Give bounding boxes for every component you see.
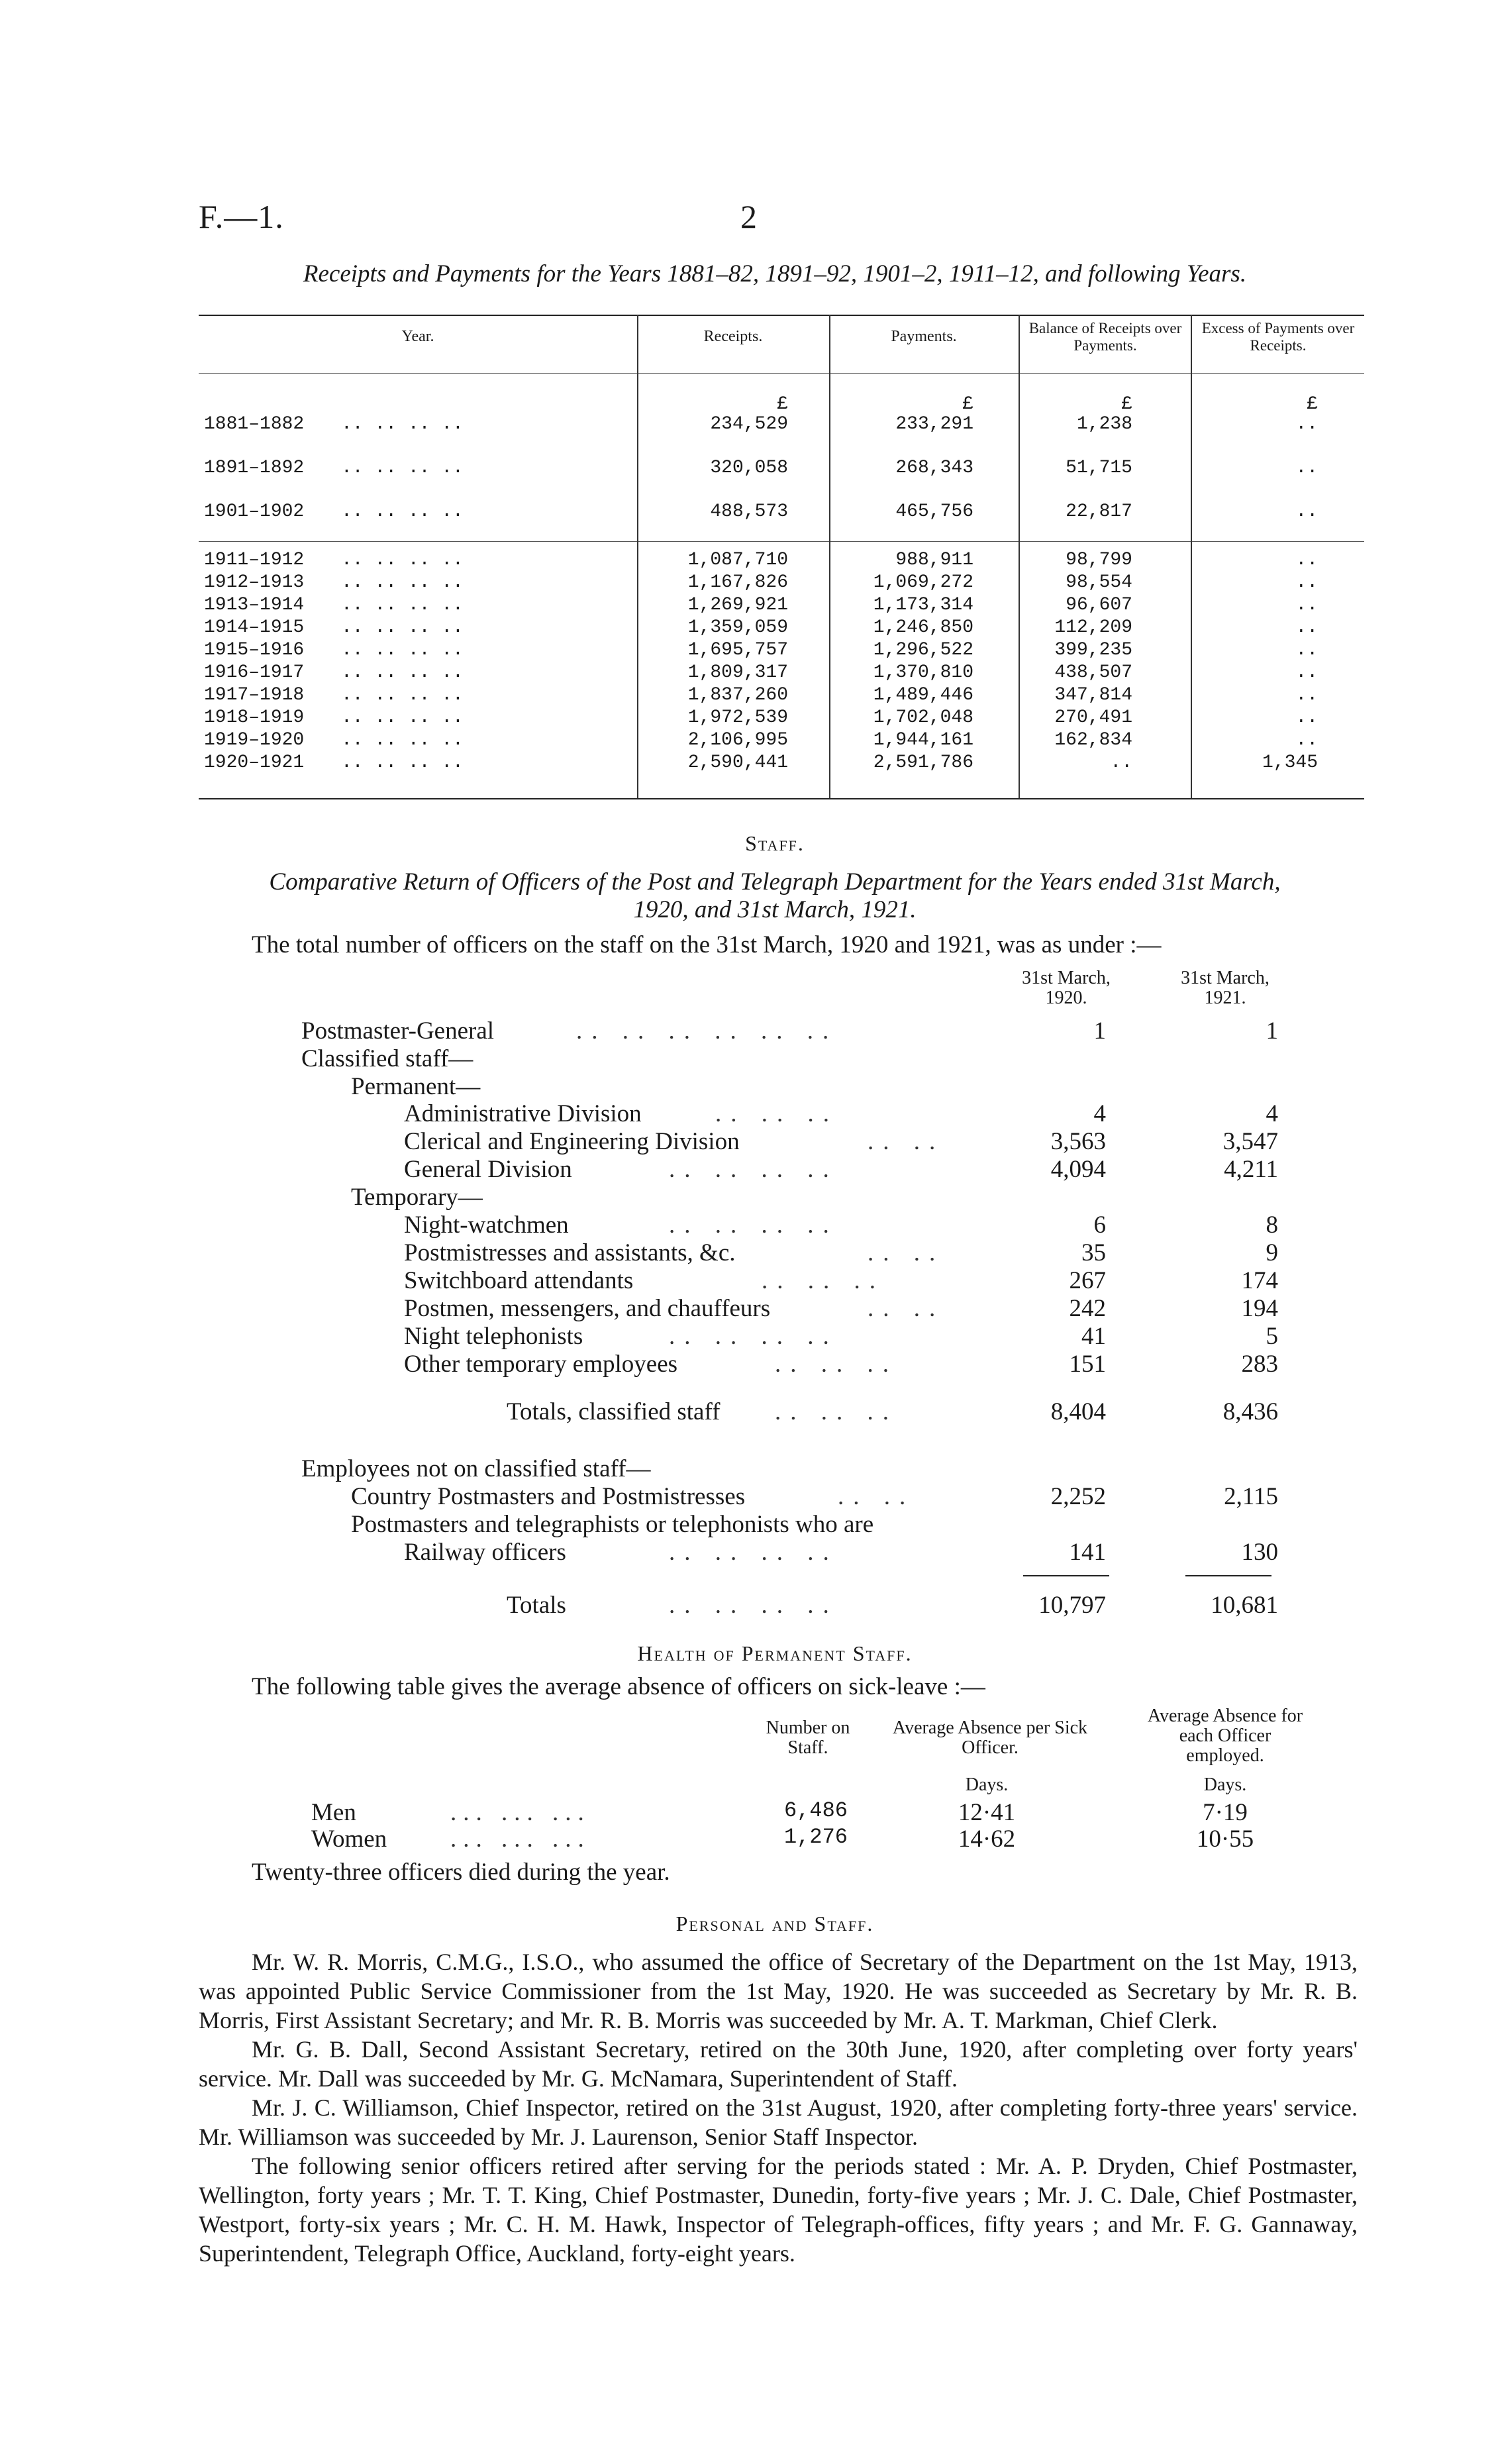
receipts-cell: 1,087,710 (687, 550, 788, 570)
value-1921: 8,436 (1222, 1398, 1278, 1425)
payments-cell: 1,173,314 (873, 595, 973, 615)
value-1920: 1 (1093, 1017, 1106, 1045)
value-1920: 10,797 (1038, 1592, 1106, 1619)
year-cell: 1917–1918 (204, 685, 305, 705)
health-intro: The following table gives the average absence of officers on sick-leave :— (252, 1673, 985, 1700)
payments-cell: 1,944,161 (873, 730, 973, 750)
balance-cell: 22,817 (1066, 501, 1132, 522)
staff-row (0, 1045, 1494, 1074)
excess-cell: .. (1295, 550, 1318, 570)
balance-cell: 1,238 (1076, 414, 1132, 435)
staff-row (0, 1455, 1494, 1484)
leader-dots: .. .. (868, 1239, 945, 1266)
staff-row (0, 1211, 1494, 1240)
balance-cell: 438,507 (1054, 662, 1132, 683)
payments-cell: 268,343 (895, 458, 973, 478)
table-row (199, 414, 1364, 458)
excess-cell: .. (1295, 501, 1318, 522)
balance-cell: 162,834 (1054, 730, 1132, 750)
value-1920: 2,252 (1050, 1483, 1106, 1510)
year-cell: 1915–1916 (204, 640, 305, 660)
staff-intro: The total number of officers on the staff on the 31st March, 1920 and 1921, was as under :— (252, 931, 1162, 958)
balance-cell: 270,491 (1054, 707, 1132, 728)
value-1920: 151 (1069, 1351, 1106, 1378)
value-1920: 267 (1069, 1267, 1106, 1294)
staff-row (0, 1591, 1494, 1620)
leader-dots: ... ... ... (450, 1825, 591, 1853)
receipts-cell: 1,809,317 (687, 662, 788, 683)
balance-cell: 98,554 (1066, 572, 1132, 593)
leader-dots: .. .. .. .. (341, 458, 464, 478)
staff-row (0, 1239, 1494, 1268)
value-1920: 141 (1069, 1539, 1106, 1566)
staff-row-label: Postmistresses and assistants, &c. (404, 1239, 736, 1266)
table-row (199, 550, 1364, 572)
col-header-receipts: Receipts. (703, 328, 763, 345)
personal-paragraph: The following senior officers retired after serving for the periods stated : Mr. A. P. Dryden, Chief Postmaster, Wellington, forty years ; Mr. T. T. King, Chief Postmaster, Dunedin, forty-five years ; Mr. J. C. Dale, Chief Postmaster, Westport, forty-six years ; Mr. C. H. M. Hawk, Inspector of Telegraph-offices, fifty years ; and Mr. F. G. Gannaway, Superintendent, Telegraph Office, Auckland, forty-eight years. (199, 2153, 1358, 2267)
leader-dots: .. .. .. .. (341, 572, 464, 593)
year-cell: 1913–1914 (204, 595, 305, 615)
leader-dots: .. .. .. .. (341, 730, 464, 750)
staff-row-label: Night telephonists (404, 1323, 583, 1350)
staff-row (0, 1100, 1494, 1129)
unit-label: £ (777, 394, 788, 415)
document-reference: F.—1. (199, 198, 284, 235)
year-cell: 1916–1917 (204, 662, 305, 683)
staff-row-label: Clerical and Engineering Division (404, 1128, 740, 1155)
health-row-label: Women (311, 1825, 387, 1853)
year-cell: 1901–1902 (204, 501, 305, 522)
staff-row (0, 1398, 1494, 1427)
excess-cell: .. (1295, 685, 1318, 705)
leader-dots: .. .. .. .. .. .. (576, 1017, 838, 1045)
excess-cell: .. (1295, 595, 1318, 615)
value-1921: 4 (1266, 1100, 1278, 1127)
staff-row-label: Switchboard attendants (404, 1267, 634, 1294)
value-1920: 4,094 (1050, 1156, 1106, 1183)
table-row (199, 685, 1364, 707)
receipts-cell: 1,269,921 (687, 595, 788, 615)
payments-cell: 1,069,272 (873, 572, 973, 593)
leader-dots: .. .. .. .. (669, 1539, 838, 1566)
health-row (0, 1798, 1494, 1826)
staff-row-label: Country Postmasters and Postmistresses (351, 1483, 746, 1510)
leader-dots: .. .. (868, 1295, 945, 1322)
table-row (199, 707, 1364, 730)
health-per-sick: 14·62 (958, 1825, 1016, 1853)
leader-dots: .. .. .. .. (341, 640, 464, 660)
leader-dots: .. .. .. (762, 1267, 885, 1294)
table-row (199, 730, 1364, 752)
leader-dots: .. .. .. .. (341, 752, 464, 773)
leader-dots: .. .. .. .. (341, 501, 464, 522)
value-1921: 4,211 (1224, 1156, 1278, 1183)
staff-row-label: Night-watchmen (404, 1211, 569, 1239)
sum-rule (1185, 1575, 1271, 1576)
excess-cell: .. (1295, 730, 1318, 750)
unit-label: £ (1121, 394, 1132, 415)
excess-cell: .. (1295, 707, 1318, 728)
staff-row-label: Classified staff— (301, 1045, 473, 1072)
table-top-rule (199, 315, 1364, 316)
excess-cell: 1,345 (1262, 752, 1318, 773)
balance-cell: .. (1110, 752, 1132, 773)
health-unit-per-officer: Days. (1203, 1774, 1247, 1795)
leader-dots: .. .. .. .. (341, 662, 464, 683)
year-cell: 1920–1921 (204, 752, 305, 773)
staff-row (0, 1017, 1494, 1046)
staff-row (0, 1294, 1494, 1323)
staff-row-label: Totals (507, 1592, 566, 1619)
balance-cell: 96,607 (1066, 595, 1132, 615)
balance-cell: 347,814 (1054, 685, 1132, 705)
staff-row-label: Postmaster-General (301, 1017, 495, 1045)
excess-cell: .. (1295, 414, 1318, 435)
sum-rule (1023, 1575, 1109, 1576)
health-title: Health of Permanent Staff. (637, 1641, 913, 1665)
value-1921: 130 (1241, 1539, 1278, 1566)
balance-cell: 51,715 (1066, 458, 1132, 478)
leader-dots: .. .. .. .. (341, 617, 464, 638)
health-col-per-officer: Average Absence for each Officer employed. (1147, 1706, 1303, 1766)
year-cell: 1918–1919 (204, 707, 305, 728)
value-1920: 8,404 (1050, 1398, 1106, 1425)
unit-label: £ (1307, 394, 1318, 415)
health-unit-per-sick: Days. (965, 1774, 1009, 1795)
staff-row (0, 1350, 1494, 1379)
value-1920: 242 (1069, 1295, 1106, 1322)
value-1921: 174 (1241, 1267, 1278, 1294)
value-1920: 41 (1081, 1323, 1106, 1350)
value-1920: 6 (1093, 1211, 1106, 1239)
personal-paragraph: Mr. J. C. Williamson, Chief Inspector, retired on the 31st August, 1920, after completing forty-three years' service. Mr. Williamson was succeeded by Mr. J. Laurenson, Senior Staff Inspector. (199, 2094, 1358, 2150)
payments-cell: 2,591,786 (873, 752, 973, 773)
receipts-cell: 234,529 (710, 414, 788, 435)
balance-cell: 399,235 (1054, 640, 1132, 660)
personal-paragraph: Mr. W. R. Morris, C.M.G., I.S.O., who assumed the office of Secretary of the Department on the 1st May, 1913, was appointed Public Service Commissioner from the 1st May, 1920. He was succeeded as Secretary by Mr. R. B. Morris, First Assistant Secretary; and Mr. R. B. Morris was succeeded by Mr. A. T. Markman, Chief Clerk. (199, 1949, 1358, 2033)
excess-cell: .. (1295, 640, 1318, 660)
leader-dots: .. .. .. .. (341, 685, 464, 705)
payments-cell: 1,246,850 (873, 617, 973, 638)
leader-dots: .. .. .. (715, 1100, 838, 1127)
value-1920: 4 (1093, 1100, 1106, 1127)
health-row (0, 1825, 1494, 1853)
excess-cell: .. (1295, 572, 1318, 593)
staff-row (0, 1482, 1494, 1512)
receipts-cell: 1,695,757 (687, 640, 788, 660)
leader-dots: .. .. .. .. (341, 595, 464, 615)
balance-cell: 98,799 (1066, 550, 1132, 570)
leader-dots: .. .. (838, 1483, 915, 1510)
unit-label: £ (962, 394, 973, 415)
col-header-year: Year. (401, 328, 434, 345)
table-row (199, 662, 1364, 685)
leader-dots: .. .. .. .. (669, 1211, 838, 1239)
receipts-cell: 488,573 (710, 501, 788, 522)
receipts-caption: Receipts and Payments for the Years 1881–82, 1891–92, 1901–2, 1911–12, and following Years. (303, 260, 1247, 287)
staff-row (0, 1127, 1494, 1156)
col-header-balance: Balance of Receipts over Payments. (1028, 320, 1182, 354)
leader-dots: .. .. .. .. (669, 1323, 838, 1350)
year-cell: 1891–1892 (204, 458, 305, 478)
value-1921: 5 (1266, 1323, 1278, 1350)
page-number: 2 (740, 198, 757, 235)
value-1920: 35 (1081, 1239, 1106, 1266)
table-row (199, 640, 1364, 662)
receipts-cell: 1,167,826 (687, 572, 788, 593)
receipts-cell: 1,837,260 (687, 685, 788, 705)
value-1921: 194 (1241, 1295, 1278, 1322)
staff-row-label: Temporary— (351, 1184, 483, 1211)
year-cell: 1919–1920 (204, 730, 305, 750)
leader-dots: .. .. .. .. (341, 414, 464, 435)
value-1921: 10,681 (1211, 1592, 1278, 1619)
staff-caption-line2: 1920, and 31st March, 1921. (633, 896, 917, 923)
year-cell: 1881–1882 (204, 414, 305, 435)
health-per-sick: 12·41 (958, 1799, 1016, 1826)
value-1921: 8 (1266, 1211, 1278, 1239)
leader-dots: .. .. .. (775, 1351, 898, 1378)
leader-dots: .. .. .. .. (341, 707, 464, 728)
leader-dots: .. .. .. .. (341, 550, 464, 570)
table-row (199, 572, 1364, 595)
payments-cell: 233,291 (895, 414, 973, 435)
staff-row (0, 1322, 1494, 1351)
staff-col-1921: 31st March, 1921. (1181, 968, 1270, 1008)
leader-dots: ... ... ... (450, 1799, 591, 1826)
health-col-number: Number on Staff. (766, 1718, 850, 1758)
value-1921: 3,547 (1222, 1128, 1278, 1155)
col-header-excess: Excess of Payments over Receipts. (1201, 320, 1355, 354)
excess-cell: .. (1295, 662, 1318, 683)
staff-row-label: Other temporary employees (404, 1351, 678, 1378)
receipts-cell: 2,106,995 (687, 730, 788, 750)
value-1921: 2,115 (1224, 1483, 1278, 1510)
staff-row (0, 1538, 1494, 1567)
table-row (199, 595, 1364, 617)
table-row (199, 458, 1364, 501)
health-per-officer: 7·19 (1203, 1799, 1248, 1826)
receipts-cell: 2,590,441 (687, 752, 788, 773)
receipts-cell: 1,972,539 (687, 707, 788, 728)
value-1921: 283 (1241, 1351, 1278, 1378)
health-per-officer: 10·55 (1196, 1825, 1254, 1853)
payments-cell: 1,296,522 (873, 640, 973, 660)
staff-row (0, 1510, 1494, 1539)
excess-cell: .. (1295, 617, 1318, 638)
health-number: 6,486 (783, 1798, 848, 1823)
table-bottom-rule (199, 798, 1364, 799)
balance-cell: 112,209 (1054, 617, 1132, 638)
leader-dots: .. .. .. .. (669, 1592, 838, 1619)
col-header-payments: Payments. (891, 328, 957, 345)
staff-title: Staff. (745, 831, 805, 855)
leader-dots: .. .. (868, 1128, 945, 1155)
table-row (199, 752, 1364, 775)
staff-row-label: Administrative Division (404, 1100, 642, 1127)
table-header-rule (199, 373, 1364, 374)
receipts-cell: 1,359,059 (687, 617, 788, 638)
table-row (199, 501, 1364, 545)
year-cell: 1911–1912 (204, 550, 305, 570)
value-1921: 9 (1266, 1239, 1278, 1266)
health-row-label: Men (311, 1799, 356, 1826)
staff-row-label: General Division (404, 1156, 572, 1183)
staff-caption-line1: Comparative Return of Officers of the Post and Telegraph Department for the Years ended 31st March, (269, 868, 1281, 896)
staff-row-label: Postmen, messengers, and chauffeurs (404, 1295, 771, 1322)
excess-cell: .. (1295, 458, 1318, 478)
year-cell: 1914–1915 (204, 617, 305, 638)
staff-col-1920: 31st March, 1920. (1022, 968, 1111, 1008)
year-cell: 1912–1913 (204, 572, 305, 593)
staff-row (0, 1266, 1494, 1296)
staff-row (0, 1155, 1494, 1184)
personal-body (199, 1947, 1358, 2268)
payments-cell: 988,911 (895, 550, 973, 570)
payments-cell: 1,702,048 (873, 707, 973, 728)
staff-row-label: Postmasters and telegraphists or telephonists who are (351, 1511, 874, 1538)
staff-row-label: Railway officers (404, 1539, 566, 1566)
receipts-table (199, 315, 1364, 801)
staff-row (0, 1072, 1494, 1102)
leader-dots: .. .. .. (775, 1398, 898, 1425)
health-note: Twenty-three officers died during the year. (252, 1859, 670, 1886)
receipts-cell: 320,058 (710, 458, 788, 478)
personal-title: Personal and Staff. (675, 1912, 874, 1935)
value-1920: 3,563 (1050, 1128, 1106, 1155)
leader-dots: .. .. .. .. (669, 1156, 838, 1183)
staff-row-label: Permanent— (351, 1073, 481, 1100)
payments-cell: 1,370,810 (873, 662, 973, 683)
staff-row-label: Totals, classified staff (507, 1398, 721, 1425)
personal-paragraph: Mr. G. B. Dall, Second Assistant Secretary, retired on the 30th June, 1920, after completing over forty years' service. Mr. Dall was succeeded by Mr. G. McNamara, Superintendent of Staff. (199, 2036, 1358, 2092)
staff-row-label: Employees not on classified staff— (301, 1455, 651, 1482)
health-col-per-sick: Average Absence per Sick Officer. (892, 1718, 1088, 1758)
payments-cell: 465,756 (895, 501, 973, 522)
staff-row (0, 1183, 1494, 1212)
payments-cell: 1,489,446 (873, 685, 973, 705)
value-1921: 1 (1266, 1017, 1278, 1045)
health-number: 1,276 (783, 1825, 848, 1849)
table-row (199, 617, 1364, 640)
